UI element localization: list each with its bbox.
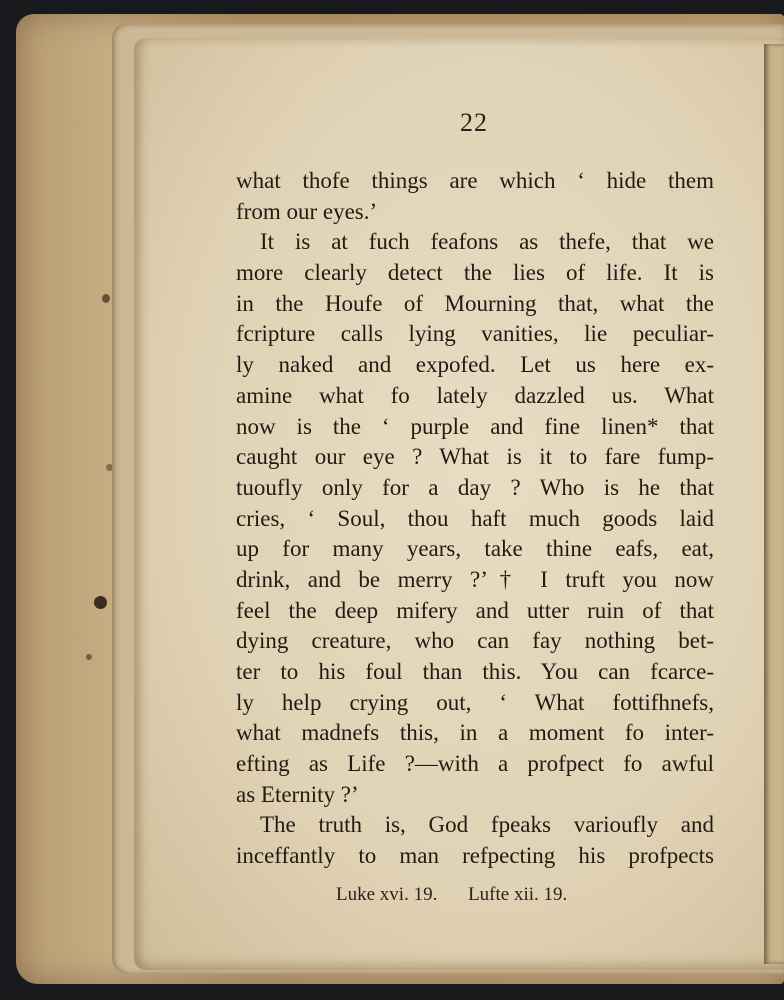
text-line: as Eternity ?’ <box>236 781 359 807</box>
foxing-spot <box>102 294 110 303</box>
page-number: 22 <box>460 108 488 137</box>
text-line: efting as Life ?—with a profpect fo awful <box>236 751 714 777</box>
text-line: The truth is, God fpeaks varioufly and <box>260 812 714 838</box>
text-line: ter to his foul than this. You can fcarce- <box>236 659 714 684</box>
text-line: cries, ‘ Soul, thou haft much goods laid <box>236 505 714 531</box>
body-text <box>236 166 714 872</box>
text-line: It is at fuch feafons as thefe, that we <box>260 229 714 255</box>
text-line: inceffantly to man refpecting his profpects <box>236 843 714 869</box>
facing-page-edge <box>764 44 784 964</box>
text-line: drink, and be merry ?’† I truft you now <box>236 566 714 592</box>
text-line: up for many years, take thine eafs, eat, <box>236 536 714 562</box>
text-line: ly help crying out, ‘ What fottifhnefs, <box>236 689 714 715</box>
footnote-references <box>336 884 636 906</box>
text-line: now is the ‘ purple and fine linen* that <box>236 413 714 439</box>
text-line: from our eyes.’ <box>236 198 378 224</box>
text-line: dying creature, who can fay nothing bet- <box>236 628 714 654</box>
text-line: tuoufly only for a day ? Who is he that <box>236 474 714 500</box>
foxing-spot <box>86 654 92 660</box>
footnote: Lufte xii. 19. <box>468 884 568 905</box>
text-line: what madnefs this, in a moment fo inter- <box>236 720 714 746</box>
text-line: what thofe things are which ‘ hide them <box>236 168 714 193</box>
text-line: more clearly detect the lies of life. It is <box>236 260 714 286</box>
foxing-spot <box>94 596 107 609</box>
text-line: ly naked and expofed. Let us here ex- <box>236 352 714 378</box>
text-line: fcripture calls lying vanities, lie peculiar- <box>236 321 714 347</box>
text-line: feel the deep mifery and utter ruin of that <box>236 597 714 623</box>
footnote: Luke xvi. 19. <box>336 884 438 905</box>
text-line: caught our eye ? What is it to fare fump- <box>236 444 714 470</box>
text-line: amine what fo lately dazzled us. What <box>236 382 714 408</box>
text-line: in the Houfe of Mourning that, what the <box>236 290 714 316</box>
